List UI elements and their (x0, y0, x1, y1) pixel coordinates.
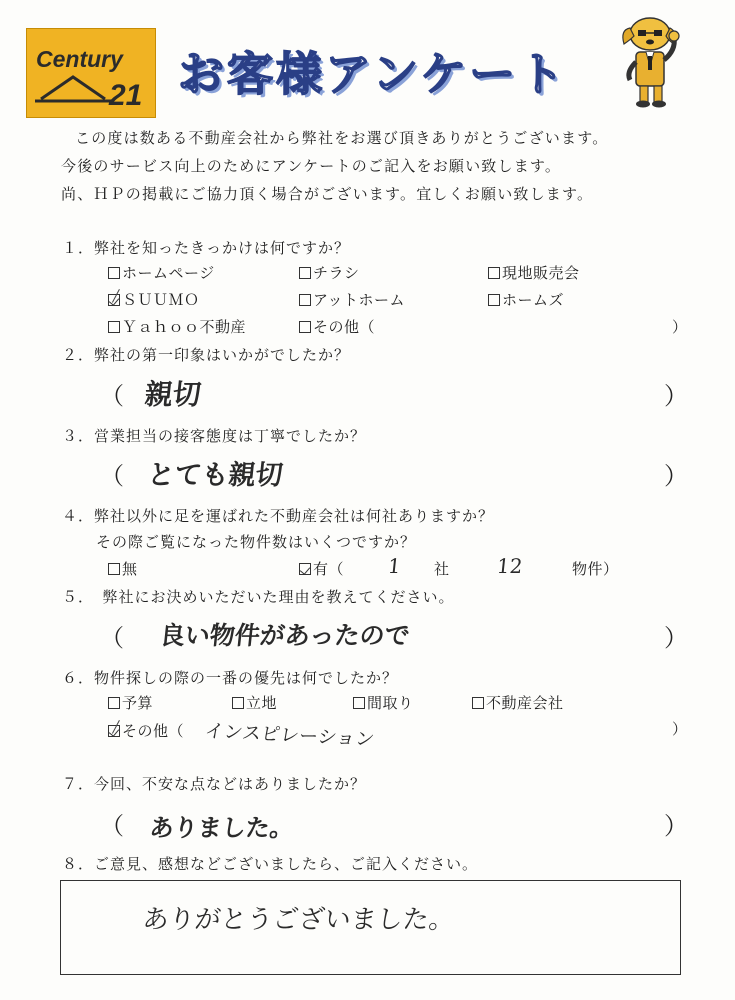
svg-text:Century: Century (36, 46, 123, 72)
century21-logo (26, 28, 156, 118)
page-title: お客様アンケート (178, 47, 568, 101)
intro-line-2: 今後のサービス向上のためにアンケートのご記入をお願い致します。 (61, 157, 562, 175)
checkbox[interactable] (488, 294, 500, 306)
q2-answer[interactable]: 親切 (143, 378, 203, 411)
q7-answer[interactable]: ありました。 (148, 813, 296, 842)
q1-option-yahoo[interactable] (108, 316, 246, 337)
q1-option-label: その他（ (313, 318, 376, 336)
svg-text:21: 21 (109, 79, 143, 112)
checkbox[interactable] (299, 294, 311, 306)
checkbox[interactable] (108, 267, 120, 279)
q1-option-other[interactable] (299, 316, 375, 337)
q8-answer: ありがとうございました。 (141, 905, 457, 935)
q1-option-homepage[interactable] (108, 262, 215, 283)
century21-logo-mark (27, 29, 155, 117)
checkbox[interactable] (108, 321, 120, 333)
q1-option-label: チラシ (313, 264, 360, 282)
q4-label-2: その際ご覧になった物件数はいくつですか？ (96, 533, 417, 551)
q6-option-agency[interactable] (472, 692, 564, 713)
q1-option-athome[interactable] (299, 289, 405, 310)
q7-open-paren: （ (100, 812, 124, 840)
checkbox[interactable] (488, 267, 500, 279)
q8-answer-box[interactable] (60, 880, 681, 975)
q4-company-count[interactable]: 1 (386, 554, 402, 578)
q7-close-paren: ） (664, 812, 688, 840)
check-mark-icon (103, 284, 120, 302)
q6-option-other[interactable] (108, 720, 184, 741)
q1-other-close: ） (672, 318, 688, 336)
checkbox-checked[interactable] (299, 563, 311, 575)
q4-property-count[interactable]: 12 (495, 554, 524, 578)
q4-option-yes[interactable] (299, 558, 344, 579)
checkbox-checked[interactable] (108, 294, 120, 306)
q1-option-label: ホームズ (502, 291, 565, 309)
q2-open-paren: （ (100, 382, 124, 410)
q6-other-answer[interactable]: インスピレーション (203, 720, 376, 751)
q1-option-label: アットホーム (313, 291, 405, 309)
q1-option-label: Ｙａｈｏｏ不動産 (122, 318, 247, 336)
q3-close-paren: ） (664, 462, 688, 490)
q6-option-label: 予算 (122, 694, 154, 712)
intro-line-3: 尚、ＨＰの掲載にご協力頂く場合がございます。宜しくお願い致します。 (61, 185, 594, 203)
checkbox[interactable] (108, 563, 120, 575)
q1-option-suumo[interactable] (108, 289, 200, 310)
q2-label: ２．弊社の第一印象はいかがでしたか？ (62, 346, 351, 364)
q5-open-paren: （ (100, 624, 124, 652)
q6-option-label: その他（ (122, 722, 185, 740)
q5-answer[interactable]: 良い物件があったので (158, 621, 412, 650)
q6-option-location[interactable] (232, 692, 277, 713)
q1-option-label: ホームページ (122, 264, 215, 282)
q8-label: ８．ご意見、感想などございましたら、ご記入ください。 (62, 855, 479, 873)
checkbox-checked[interactable] (108, 725, 120, 737)
q4-option-none[interactable] (108, 558, 138, 579)
checkbox[interactable] (472, 697, 484, 709)
q6-option-layout[interactable] (353, 692, 414, 713)
q3-answer[interactable]: とても親切 (146, 460, 285, 491)
checkbox[interactable] (108, 697, 120, 709)
q6-label: ６．物件探しの際の一番の優先は何でしたか？ (62, 669, 399, 687)
check-mark-icon (103, 715, 120, 733)
q1-option-homes[interactable] (488, 289, 564, 310)
q1-label: １．弊社を知ったきっかけは何ですか？ (62, 239, 351, 257)
q7-label: ７．今回、不安な点などはありましたか？ (62, 775, 367, 793)
checkbox[interactable] (299, 267, 311, 279)
q6-option-label: 立地 (246, 694, 278, 712)
q6-option-label: 間取り (367, 694, 414, 712)
q4-property-unit: 物件） (572, 560, 619, 578)
intro-line-1: この度は数ある不動産会社から弊社をお選び頂きありがとうございます。 (75, 129, 609, 147)
q6-option-label: 不動産会社 (486, 694, 564, 712)
q2-close-paren: ） (664, 382, 688, 410)
checkbox[interactable] (232, 697, 244, 709)
q1-option-open-house[interactable] (488, 262, 580, 283)
q5-close-paren: ） (664, 624, 688, 652)
q1-option-flyer[interactable] (299, 262, 360, 283)
q5-label: ５． 弊社にお決めいただいた理由を教えてください。 (62, 588, 455, 606)
q4-option-label: 無 (122, 560, 138, 578)
mascot-illustration (612, 10, 692, 110)
q1-option-label: 現地販売会 (502, 264, 580, 282)
q3-open-paren: （ (100, 462, 124, 490)
q6-option-budget[interactable] (108, 692, 153, 713)
q4-option-label: 有（ (313, 560, 345, 578)
checkbox[interactable] (299, 321, 311, 333)
q1-option-label: ＳＵＵＭＯ (122, 291, 200, 309)
mascot-dog-icon (612, 10, 692, 110)
q3-label: ３．営業担当の接客態度は丁寧でしたか？ (62, 427, 367, 445)
q6-other-close: ） (672, 720, 688, 738)
q4-company-unit: 社 (434, 560, 450, 578)
q4-label-1: ４．弊社以外に足を運ばれた不動産会社は何社ありますか？ (62, 507, 495, 525)
checkbox[interactable] (353, 697, 365, 709)
